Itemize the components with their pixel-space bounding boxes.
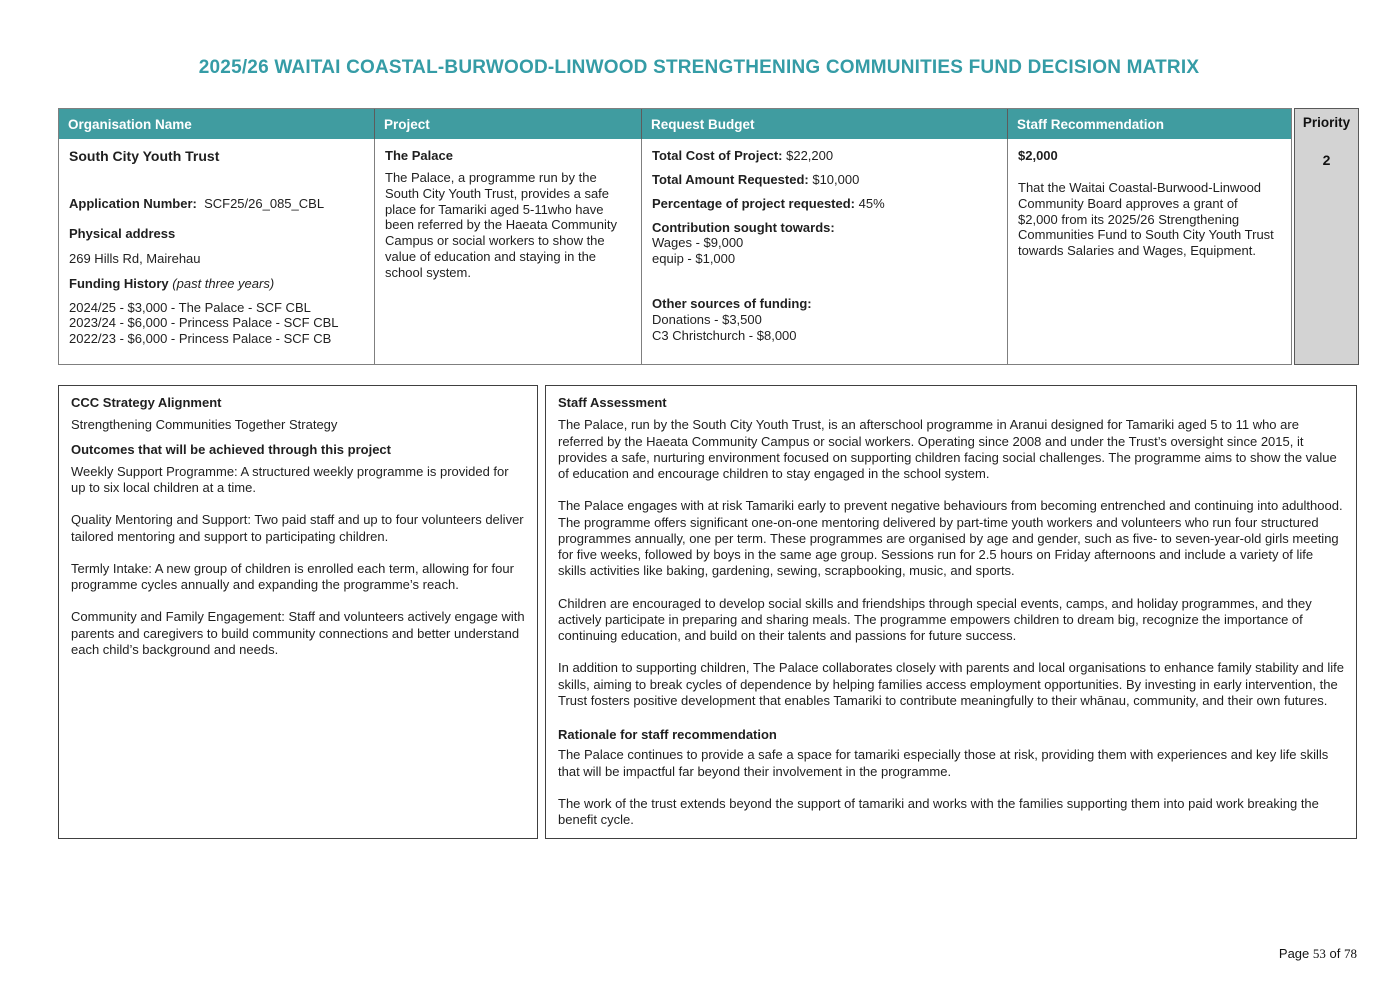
recommendation-text: That the Waitai Coastal-Burwood-Linwood Community Board approves a grant of $2,000 from its 2025/26 Strengthening Communities Fund to South City Youth Trust towards Salaries and Wages, Equipment.: [1018, 179, 1274, 259]
recommended-amount: $2,000: [1018, 148, 1058, 163]
project-title: The Palace: [385, 148, 453, 163]
header-organisation-name: Organisation Name: [59, 109, 375, 139]
assessment-title: Staff Assessment: [558, 395, 667, 410]
total-requested-label: Total Amount Requested:: [652, 171, 809, 187]
priority-column: [1294, 108, 1359, 365]
outcome-paragraph: Community and Family Engagement: Staff and volunteers actively engage with parents and caregivers to build community connections and better understand each child’s background and needs.: [71, 609, 525, 657]
project-cell: [375, 139, 642, 364]
assessment-paragraph: Children are encouraged to develop social skills and friendships through special events, camps, and holiday programmes, and they actively participate in preparing and sharing meals. The programme empowers children to dream big, recognize the importance of continuing education, and build on their talents and passions for future success.: [558, 595, 1312, 643]
contribution-item: equip - $1,000: [652, 250, 736, 266]
header-project: Project: [375, 109, 642, 139]
funding-history-heading: [69, 276, 364, 292]
percentage-value: 45%: [858, 195, 885, 211]
total-cost-label: Total Cost of Project:: [652, 148, 783, 163]
matrix-data-row: [59, 139, 1291, 364]
strategy-text: Strengthening Communities Together Strategy: [71, 417, 338, 433]
priority-value: 2: [1322, 152, 1331, 168]
assessment-paragraph: In addition to supporting children, The Palace collaborates closely with parents and local organisations to enhance family stability and life skills, aiming to break cycles of dependence by helping families access employment opportunities. By investing in early intervention, the Trust fosters positive development that enables Tamariki to contribute meaningfully to their whānau, community, and their own futures.: [558, 660, 1344, 708]
funding-history-note: (past three years): [172, 275, 275, 291]
matrix-header-row: [59, 109, 1291, 139]
total-cost-value: $22,200: [786, 148, 834, 163]
header-staff-recommendation: Staff Recommendation: [1008, 109, 1291, 139]
application-number-value: SCF25/26_085_CBL: [204, 196, 325, 212]
outcome-paragraph: Quality Mentoring and Support: Two paid staff and up to four volunteers deliver tailored mentoring and support to participating children.: [71, 512, 524, 544]
total-requested-value: $10,000: [812, 171, 860, 187]
header-request-budget: Request Budget: [642, 109, 1008, 139]
outcomes-title: Outcomes that will be achieved through this project: [71, 441, 391, 457]
organisation-cell: [59, 139, 375, 364]
page-number: 53: [1312, 946, 1326, 961]
project-description: The Palace, a programme run by the South City Youth Trust, provides a safe place for Tamariki aged 5-11who have been referred by the Haeata Community Campus or social workers to show the value of education and staying in the school system.: [385, 169, 617, 281]
request-budget-cell: [642, 139, 1008, 364]
rationale-paragraph: The work of the trust extends beyond the support of tamariki and works with the families supporting them into paid work breaking the benefit cycle.: [558, 795, 1319, 827]
staff-assessment-box: [545, 385, 1357, 839]
header-priority: Priority: [1302, 115, 1351, 130]
decision-matrix-table: [58, 108, 1359, 365]
other-source-item: C3 Christchurch - $8,000: [652, 327, 797, 343]
contribution-label: Contribution sought towards:: [652, 219, 835, 235]
physical-address-value: 269 Hills Rd, Mairehau: [69, 250, 201, 266]
funding-history-item: 2024/25 - $3,000 - The Palace - SCF CBL: [69, 299, 311, 315]
page-footer: [1279, 946, 1357, 962]
percentage-label: Percentage of project requested:: [652, 195, 855, 211]
contribution-item: Wages - $9,000: [652, 235, 744, 251]
outcome-paragraph: Weekly Support Programme: A structured weekly programme is provided for up to six local children at a time.: [71, 463, 509, 495]
total-requested-line: [652, 172, 997, 188]
funding-history-item: 2023/24 - $6,000 - Princess Palace - SCF CBL: [69, 315, 339, 331]
assessment-paragraph: The Palace, run by the South City Youth Trust, is an afterschool programme in Aranui designed for Tamariki aged 5 to 11 who are referred by the Haeata Community Campus or social workers. Operating since 2008 and under the Trust’s oversight since 2015, it provides a safe, nurturing environment focused on supporting children facing social challenges. The programme aims to show the value of education and encourage children to stay engaged in the school system.: [558, 417, 1337, 481]
application-number-line: [69, 196, 364, 212]
funding-history-list: [69, 300, 364, 347]
page-label: Page: [1278, 946, 1310, 961]
page-title: 2025/26 WAITAI COASTAL-BURWOOD-LINWOOD STRENGTHENING COMMUNITIES FUND DECISION MATRIX: [198, 57, 1200, 78]
strategy-title: CCC Strategy Alignment: [71, 395, 222, 410]
staff-recommendation-cell: [1008, 139, 1291, 364]
percentage-line: [652, 196, 997, 212]
total-cost-line: [652, 148, 997, 164]
organisation-name: South City Youth Trust: [69, 148, 220, 164]
ccc-strategy-box: [58, 385, 538, 839]
funding-history-label: Funding History: [69, 275, 169, 291]
funding-history-item: 2022/23 - $6,000 - Princess Palace - SCF CB: [69, 330, 332, 346]
other-source-item: Donations - $3,500: [652, 311, 762, 327]
rationale-title: Rationale for staff recommendation: [558, 727, 777, 742]
of-label: of: [1329, 946, 1341, 961]
rationale-paragraph: The Palace continues to provide a safe a space for tamariki especially those at risk, providing them with experiences and key life skills that will be impactful far beyond their involvement in the programme.: [558, 747, 1329, 779]
assessment-paragraph: The Palace engages with at risk Tamariki early to prevent negative behaviours from becoming entrenched and continuing into adulthood. The programme offers significant one-on-one mentoring delivered by part-time youth workers and volunteers who run four structured programmes annually, one per term. These programmes are organised by age and gender, such as five- to seven-year-old girls meeting for five weeks, followed by boys in the same age group. Sessions run for 2.5 hours on Friday afternoons and include a variety of life skills activities like baking, gardening, sewing, scrapbooking, music, and sports.: [558, 498, 1343, 579]
outcome-paragraph: Termly Intake: A new group of children is enrolled each term, allowing for four programme cycles annually and expanding the programme’s reach.: [71, 560, 514, 592]
matrix-main-columns: [58, 108, 1292, 365]
physical-address-label: Physical address: [69, 225, 176, 241]
application-number-label: Application Number:: [69, 196, 197, 212]
page-total: 78: [1344, 946, 1357, 961]
lower-section: [58, 385, 1357, 839]
other-sources-label: Other sources of funding:: [652, 296, 812, 312]
